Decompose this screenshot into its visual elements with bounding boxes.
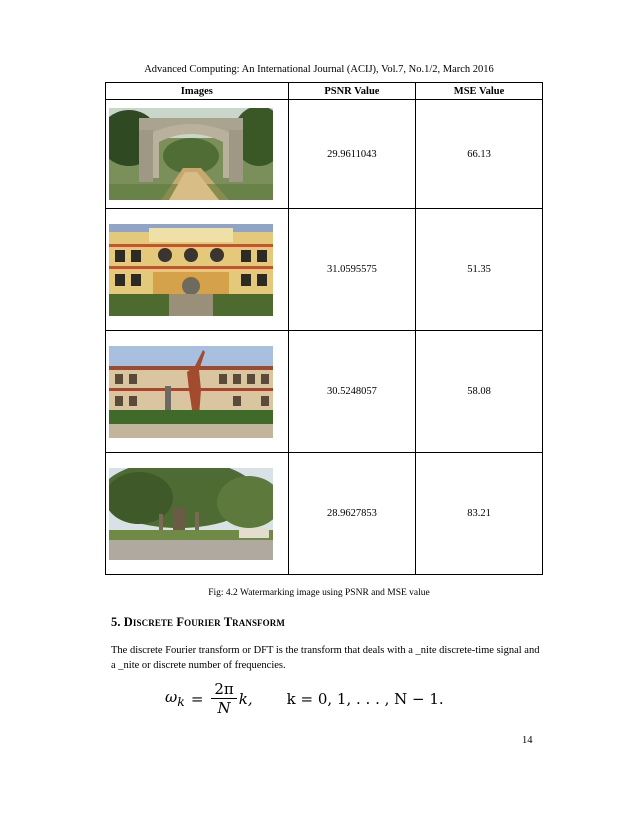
column-header-psnr: PSNR Value [288, 83, 415, 100]
equation-equals: = [190, 689, 204, 708]
mse-cell: 83.21 [416, 453, 543, 575]
column-header-images: Images [106, 83, 289, 100]
table-row [106, 453, 543, 575]
psnr-cell: 31.0595575 [288, 209, 415, 331]
building-statue-photo [109, 346, 273, 438]
gate-arch-photo [109, 108, 273, 200]
equation [165, 680, 444, 717]
equation-after-fraction: k, [238, 689, 253, 708]
running-header: Advanced Computing: An International Journal (ACIJ), Vol.7, No.1/2, March 2016 [144, 64, 494, 75]
column-header-mse: MSE Value [416, 83, 543, 100]
psnr-cell: 28.9627853 [288, 453, 415, 575]
image-cell [106, 331, 289, 453]
table-row [106, 209, 543, 331]
figure-caption: Fig: 4.2 Watermarking image using PSNR and MSE value [208, 588, 430, 598]
page-number: 14 [522, 735, 533, 746]
equation-lhs: $\omega_k$ [165, 688, 185, 709]
image-cell [106, 209, 289, 331]
psnr-cell: 29.9611043 [288, 100, 415, 209]
table-row [106, 100, 543, 209]
image-cell [106, 100, 289, 209]
table-row [106, 331, 543, 453]
fraction-denominator: N [217, 699, 231, 717]
body-paragraph: The discrete Fourier transform or DFT is the transform that deals with a _nite discrete-time signal and a _nite or discrete number of frequencies. [111, 645, 540, 671]
college-building-photo [109, 224, 273, 316]
results-table [105, 82, 543, 575]
mse-cell: 58.08 [416, 331, 543, 453]
equation-range: k = 0, 1, . . . , N − 1. [286, 689, 444, 708]
image-cell [106, 453, 289, 575]
banyan-tree-photo [109, 468, 273, 560]
section-heading: 5. Discrete Fourier Transform [111, 615, 285, 629]
mse-cell: 66.13 [416, 100, 543, 209]
mse-cell: 51.35 [416, 209, 543, 331]
psnr-cell: 30.5248057 [288, 331, 415, 453]
fraction-numerator: 2π [211, 680, 236, 699]
equation-fraction [211, 680, 236, 717]
table-header-row [106, 83, 543, 100]
